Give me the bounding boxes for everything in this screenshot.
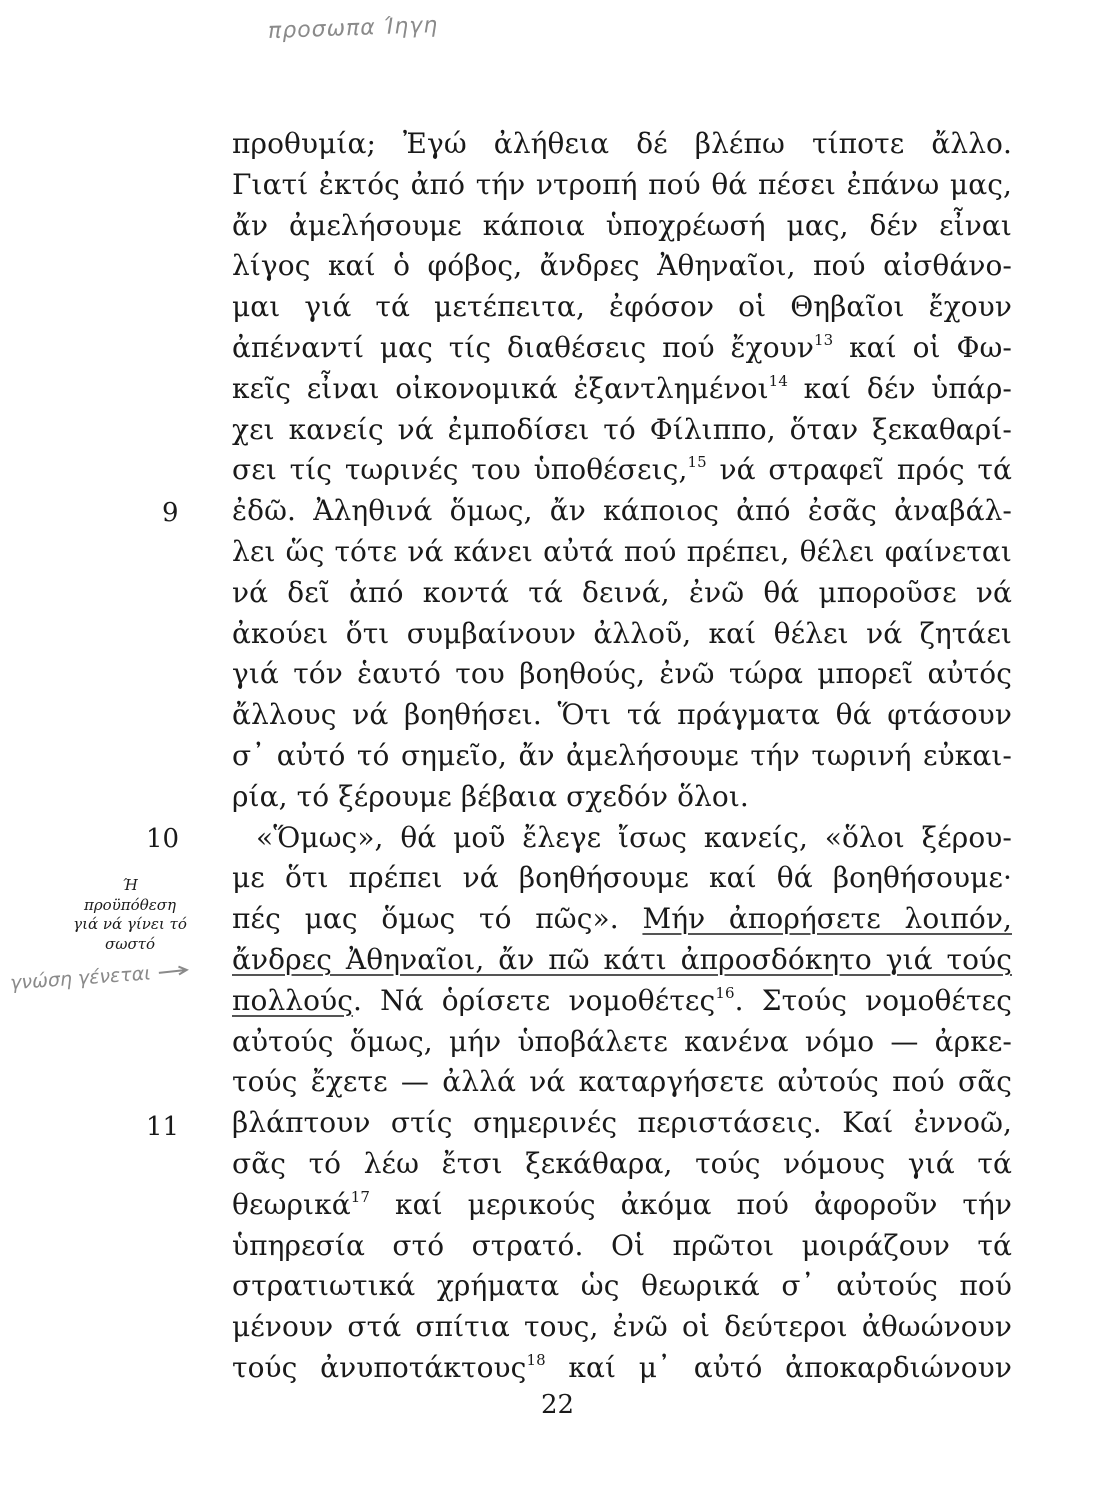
text-segment: καί οἱ Φω- [833,330,1012,364]
footnote-ref-16: 16 [715,983,735,1002]
text-line: ἄλλους νά βοηθήσει. Ὅτι τά πράγματα θά φτάσουν [232,698,1012,732]
text-line: ἐδῶ. Ἀληθινά ὅμως, ἄν κάποιος ἀπό ἐσᾶς ἀναβάλ- [232,494,1012,528]
text-line: με ὅτι πρέπει νά βοηθήσουμε καί θά βοηθήσουμε· [232,861,1012,895]
text-segment: καί μερικούς ἀκόμα πού ἀφοροῦν τήν [370,1187,1012,1221]
section-number-10: 10 [146,824,180,854]
text-line: λει ὥς τότε νά κάνει αὐτά πού πρέπει, θέλει φαίνεται [232,534,1012,568]
margin-note-line: Ή [122,876,138,894]
text-line: ἄν ἀμελήσουμε κάποια ὑποχρέωσή μας, δέν εἶναι [232,208,1012,242]
text-segment: . Στούς νομοθέτες [734,983,1012,1017]
footnote-ref-17: 17 [350,1187,371,1206]
text-line [232,450,1012,491]
text-line: ρία, τό ξέρουμε βέβαια σχεδόν ὅλοι. [232,779,749,813]
handwritten-annotation-margin [9,960,191,995]
body-text [232,124,1012,1389]
margin-note-line: σωστό [104,934,156,953]
text-line [232,899,1012,940]
section-number-11: 11 [146,1112,180,1142]
text-segment: ἀπέναντί μας τίς διαθέσεις πού ἔχουν [232,330,814,364]
underlined-text: Μήν ἀπορήσετε λοιπόν, [642,902,1012,936]
section-number-9: 9 [162,498,179,528]
handwritten-margin-text: γνώση γένεται [9,962,152,995]
text-line: προθυμία; Ἐγώ ἀλήθεια δέ βλέπω τίποτε ἄλλο. [232,127,1012,160]
text-line: μένουν στά σπίτια τους, ἐνῶ οἱ δεύτεροι ἀθωώνουν [232,1310,1012,1344]
text-line [232,940,1012,981]
margin-note-line: γιά νά γίνει τό [73,915,187,933]
text-line [232,1185,1012,1226]
text-segment: καί δέν ὑπάρ- [787,371,1012,405]
footnote-ref-15: 15 [687,453,707,472]
text-line: σᾶς τό λέω ἔτσι ξεκάθαρα, τούς νόμους γιά τά [232,1146,1012,1180]
page-number: 22 [540,1390,575,1420]
text-segment: σει τίς τωρινές του ὑποθέσεις, [232,453,688,487]
text-line: βλάπτουν στίς σημερινές περιστάσεις. Καί ἐννοῶ, [232,1106,1012,1140]
text-line [232,369,1012,410]
text-line: τούς ἔχετε — ἀλλά νά καταργήσετε αὐτούς πού σᾶς [232,1065,1012,1099]
text-segment: θεωρικά [232,1187,351,1221]
underlined-text: πολλούς [232,983,354,1017]
text-line: «Ὅμως», θά μοῦ ἔλεγε ἴσως κανείς, «ὅλοι ξέρου- [256,820,1012,854]
handwritten-annotation-top: προσωπα Ίηγη [267,13,439,44]
text-line: γιά τόν ἑαυτό του βοηθούς, ἐνῶ τώρα μπορεῖ αὐτός [232,657,1012,691]
footnote-ref-14: 14 [768,371,788,390]
text-segment: τούς ἀνυποτάκτους [232,1350,527,1384]
text-line: αὐτούς ὅμως, μήν ὑποβάλετε κανένα νόμο — ἀρκε- [232,1024,1012,1058]
text-segment: . Νά ὁρίσετε νομοθέτες [353,983,716,1017]
arrow-right-icon [156,963,191,979]
text-line: ἀκούει ὅτι συμβαίνουν ἀλλοῦ, καί θέλει νά ζητάει [232,616,1012,650]
text-line: ὑπηρεσία στό στρατό. Οἱ πρῶτοι μοιράζουν τά [232,1228,1012,1262]
text-line: Γιατί ἐκτός ἀπό τήν ντροπή πού θά πέσει ἐπάνω μας, [232,167,1012,201]
text-line: λίγος καί ὁ φόβος, ἄνδρες Ἀθηναῖοι, πού αἰσθάνο- [232,249,1012,283]
text-segment: κεῖς εἶναι οἰκονομικά ἐξαντλημένοι [232,371,769,405]
text-line [232,328,1012,369]
text-line [232,981,1012,1022]
text-line: νά δεῖ ἀπό κοντά τά δεινά, ἐνῶ θά μποροῦσε νά [232,575,1012,609]
text-line: μαι γιά τά μετέπειτα, ἐφόσον οἱ Θηβαῖοι ἔχουν [232,290,1012,324]
underlined-text: ἄνδρες Ἀθηναῖοι, ἄν πῶ κάτι ἀπροσδόκητο γιά τούς [232,942,1012,976]
footnote-ref-13: 13 [813,330,834,349]
footnote-ref-18: 18 [526,1350,546,1369]
text-line [232,1348,1012,1389]
text-line: σ᾽ αὐτό τό σημεῖο, ἄν ἀμελήσουμε τήν τωρινή εὐκαι- [232,738,1012,772]
margin-note-line: προϋπόθεση [83,895,177,914]
text-segment: νά στραφεῖ πρός τά [706,453,1013,487]
text-line: στρατιωτικά χρήματα ὡς θεωρικά σ᾽ αὐτούς πού [232,1269,1012,1303]
text-segment: πές μας ὅμως τό πῶς». [232,902,643,936]
text-segment: καί μ᾽ αὐτό ἀποκαρδιώνουν [545,1350,1012,1384]
text-line: χει κανείς νά ἐμποδίσει τό Φίλιππο, ὅταν ξεκαθαρί- [232,412,1012,446]
margin-note [50,876,210,954]
